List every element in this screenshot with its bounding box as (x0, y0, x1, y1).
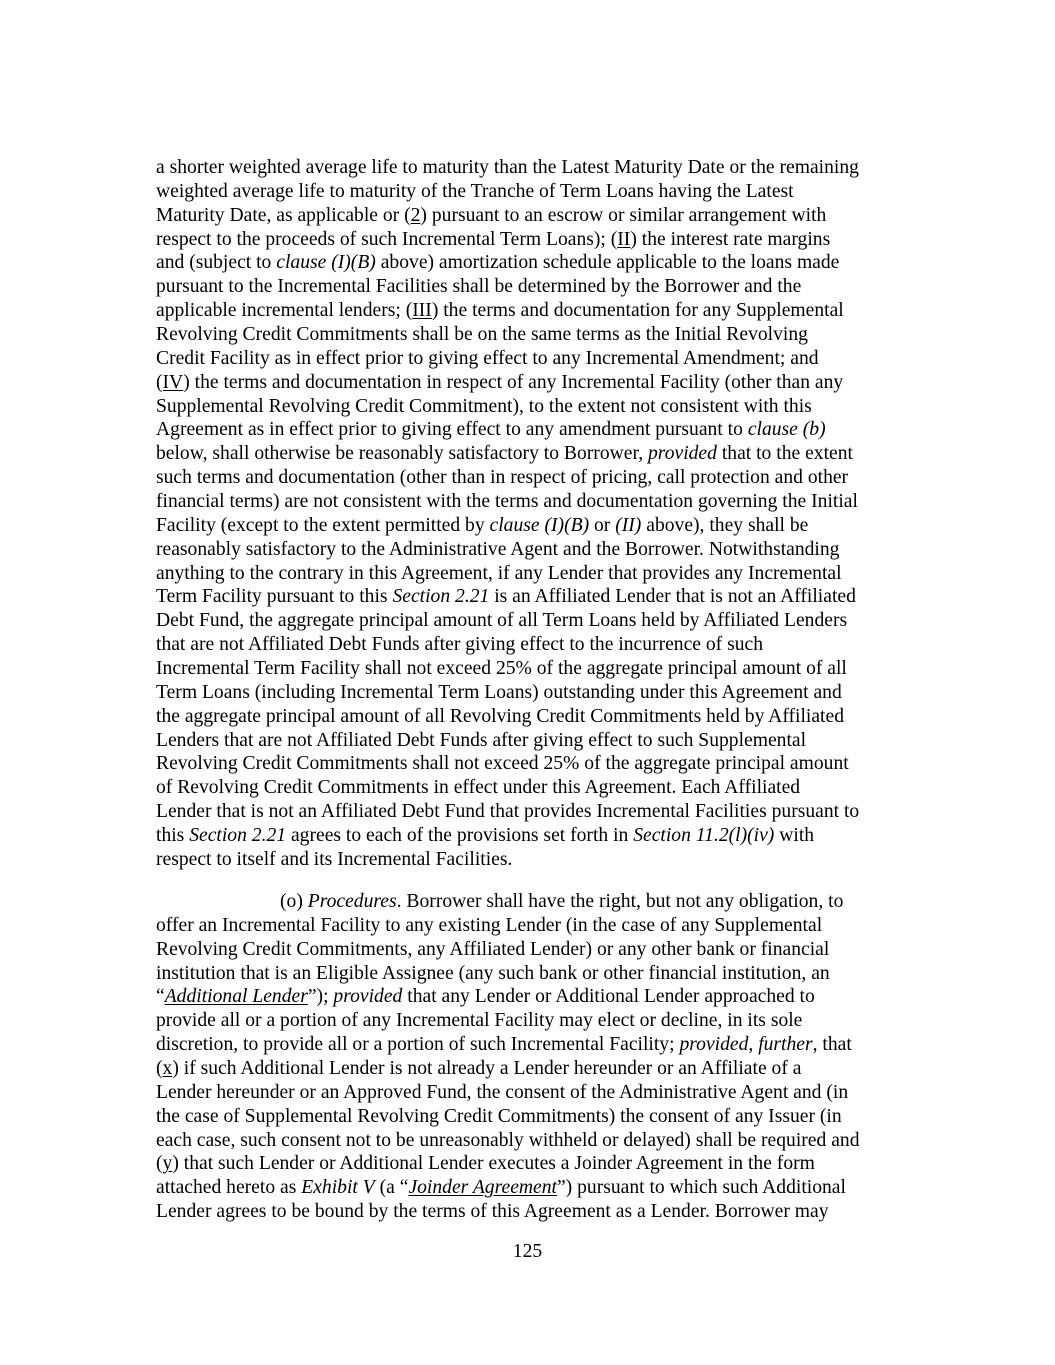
text-line (156, 752, 916, 776)
text-line (156, 371, 916, 395)
text-line (156, 1129, 916, 1153)
text-run: above) amortization schedule applicable to the loans made (375, 252, 840, 274)
italic-text: (II) (615, 514, 642, 536)
text-line (156, 514, 916, 538)
underlined-text: II (617, 228, 631, 250)
text-run: applicable incremental lenders; ( (156, 300, 413, 322)
text-run: the case of Supplemental Revolving Credit Commitments) the consent of any Issuer (in (156, 1105, 842, 1127)
text-line (156, 1176, 916, 1200)
underlined-text: y (162, 1153, 173, 1175)
italic-text: further (758, 1034, 813, 1056)
underlined-text: IV (162, 371, 184, 393)
text-run: and (subject to (156, 252, 277, 274)
text-run: ( (156, 1153, 163, 1175)
text-run: discretion, to provide all or a portion of such Incremental Facility; (156, 1034, 680, 1056)
italic-text: Section 2.21 (392, 586, 490, 608)
text-run: ) the interest rate margins (630, 228, 831, 250)
text-run: the aggregate principal amount of all Revolving Credit Commitments held by Affiliated (156, 705, 844, 727)
text-run: Revolving Credit Commitments shall be on the same terms as the Initial Revolving (156, 324, 808, 346)
text-line (156, 985, 916, 1009)
text-line (156, 1009, 916, 1033)
page-number: 125 (512, 1241, 543, 1262)
text-line (156, 418, 916, 442)
text-run: Agreement as in effect prior to giving effect to any amendment pursuant to (156, 419, 748, 441)
italic-text: Exhibit V (301, 1177, 375, 1199)
text-line (156, 1057, 916, 1081)
text-line (156, 1081, 916, 1105)
text-line (156, 538, 916, 562)
text-line (156, 609, 916, 633)
text-run: respect to the proceeds of such Incremental Term Loans); ( (156, 228, 618, 250)
text-run: Debt Fund, the aggregate principal amount of all Term Loans held by Affiliated Lenders (156, 610, 848, 632)
text-run: that any Lender or Additional Lender approached to (402, 986, 815, 1008)
text-run: ) if such Additional Lender is not already a Lender hereunder or an Affiliate of a (172, 1058, 802, 1080)
text-line (156, 180, 916, 204)
text-run: Facility (except to the extent permitted by (156, 514, 490, 536)
text-line (156, 800, 916, 824)
text-run: respect to itself and its Incremental Facilities. (156, 848, 513, 870)
italic-text: Section 11.2(l)(iv) (633, 825, 775, 847)
text-run: provide all or a portion of any Incremental Facility may elect or decline, in its sole (156, 1010, 803, 1032)
text-line (156, 323, 916, 347)
text-run: such terms and documentation (other than in respect of pricing, call protection and other (156, 467, 849, 489)
text-run: Lender hereunder or an Approved Fund, the consent of the Administrative Agent and (in (156, 1081, 849, 1103)
text-run: Lender agrees to be bound by the terms of this Agreement as a Lender. Borrower may (156, 1201, 829, 1223)
italic-text: clause (I)(B) (489, 514, 590, 536)
text-line (156, 299, 916, 323)
text-line (156, 705, 916, 729)
underlined-text: III (412, 300, 432, 322)
text-run: above), they shall be (641, 514, 809, 536)
italic-text: provided (648, 443, 717, 465)
text-line (156, 776, 916, 800)
italic-text: provided (333, 986, 403, 1008)
text-line (156, 275, 916, 299)
text-run: anything to the contrary in this Agreement, if any Lender that provides any Incremental (156, 562, 842, 584)
text-line (156, 938, 916, 962)
text-run: of Revolving Credit Commitments in effect under this Agreement. Each Affiliated (156, 777, 801, 799)
text-run: Term Facility pursuant to this (156, 586, 393, 608)
italic-text: Additional Lender (164, 986, 308, 1008)
text-line (156, 848, 916, 872)
text-run: ”); (307, 986, 334, 1008)
paragraph-incremental-terms (156, 156, 916, 872)
text-line (156, 657, 916, 681)
text-run: ( (156, 371, 163, 393)
text-line (156, 395, 916, 419)
text-line (156, 251, 916, 275)
text-run: is an Affiliated Lender that is not an Affiliated (489, 586, 856, 608)
text-line (156, 585, 916, 609)
text-run: Incremental Term Facility shall not exceed 25% of the aggregate principal amount of all (156, 658, 847, 680)
text-line (156, 681, 916, 705)
text-run: attached hereto as (156, 1177, 302, 1199)
text-run: , (748, 1034, 759, 1056)
text-run: below, shall otherwise be reasonably satisfactory to Borrower, (156, 443, 648, 465)
text-line (156, 228, 916, 252)
underlined-text: x (162, 1058, 173, 1080)
text-line (156, 633, 916, 657)
text-run: each case, such consent not to be unreasonably withheld or delayed) shall be required and (156, 1129, 860, 1151)
text-line (156, 204, 916, 228)
text-run: Credit Facility as in effect prior to giving effect to any Incremental Amendment; and (156, 347, 819, 369)
text-line (156, 1152, 916, 1176)
text-line (156, 1033, 916, 1057)
text-run: pursuant to the Incremental Facilities shall be determined by the Borrower and the (156, 276, 802, 298)
text-line (156, 890, 916, 914)
text-run: ( (156, 1058, 163, 1080)
text-line (156, 914, 916, 938)
text-line (156, 1105, 916, 1129)
text-run: Supplemental Revolving Credit Commitment), to the extent not consistent with this (156, 395, 812, 417)
text-run: or (589, 514, 616, 536)
text-line (156, 347, 916, 371)
text-line (156, 490, 916, 514)
text-run: , that (812, 1034, 852, 1056)
italic-text: clause (I)(B) (276, 252, 376, 274)
text-run: Revolving Credit Commitments, any Affiliated Lender) or any other bank or financial (156, 938, 830, 960)
text-run: ) the terms and documentation in respect of any Incremental Facility (other than any (183, 371, 844, 393)
text-line (156, 562, 916, 586)
text-run: weighted average life to maturity of the Tranche of Term Loans having the Latest (156, 180, 794, 202)
italic-text: clause (b) (747, 419, 826, 441)
text-line (156, 466, 916, 490)
text-run: agrees to each of the provisions set forth in (286, 825, 634, 847)
italic-text: Joinder Agreement (408, 1177, 557, 1199)
text-run: Maturity Date, as applicable or ( (156, 204, 411, 226)
text-run: Lender that is not an Affiliated Debt Fund that provides Incremental Facilities pursuant to (156, 801, 860, 823)
italic-text: Procedures (307, 891, 397, 912)
underlined-text: 2 (410, 204, 421, 226)
text-run: offer an Incremental Facility to any existing Lender (in the case of any Supplemental (156, 914, 823, 936)
text-run: Term Loans (including Incremental Term Loans) outstanding under this Agreement and (156, 681, 842, 703)
italic-text: provided (679, 1034, 749, 1056)
text-run: ) the terms and documentation for any Supplemental (431, 300, 844, 322)
text-line (156, 156, 916, 180)
text-run: institution that is an Eligible Assignee (any such bank or other financial institution, an (156, 962, 830, 984)
text-line (156, 1200, 916, 1224)
text-run: (o) (280, 891, 308, 912)
text-line (156, 442, 916, 466)
text-run: this (156, 825, 190, 847)
text-run: Revolving Credit Commitments shall not exceed 25% of the aggregate principal amount (156, 753, 849, 775)
text-run: ”) pursuant to which such Additional (556, 1177, 846, 1199)
italic-text: Section 2.21 (189, 825, 287, 847)
text-run: that to the extent (716, 443, 853, 465)
text-line (156, 824, 916, 848)
text-run: financial terms) are not consistent with the terms and documentation governing the Initial (156, 491, 858, 513)
text-run: reasonably satisfactory to the Administrative Agent and the Borrower. Notwithstanding (156, 538, 840, 560)
text-run: Lenders that are not Affiliated Debt Funds after giving effect to such Supplemental (156, 729, 807, 751)
text-run: ) pursuant to an escrow or similar arrangement with (420, 204, 827, 226)
text-run: “ (156, 986, 165, 1008)
text-run: that are not Affiliated Debt Funds after giving effect to the incurrence of such (156, 634, 764, 656)
text-run: ) that such Lender or Additional Lender executes a Joinder Agreement in the form (172, 1153, 815, 1175)
text-line (156, 729, 916, 753)
text-run: (a “ (374, 1177, 409, 1199)
text-run: . Borrower shall have the right, but not any obligation, to (396, 891, 844, 912)
text-run: a shorter weighted average life to maturity than the Latest Maturity Date or the remaining (156, 157, 859, 178)
text-line (156, 962, 916, 986)
text-run: with (774, 825, 815, 847)
paragraph-procedures (156, 890, 916, 1224)
